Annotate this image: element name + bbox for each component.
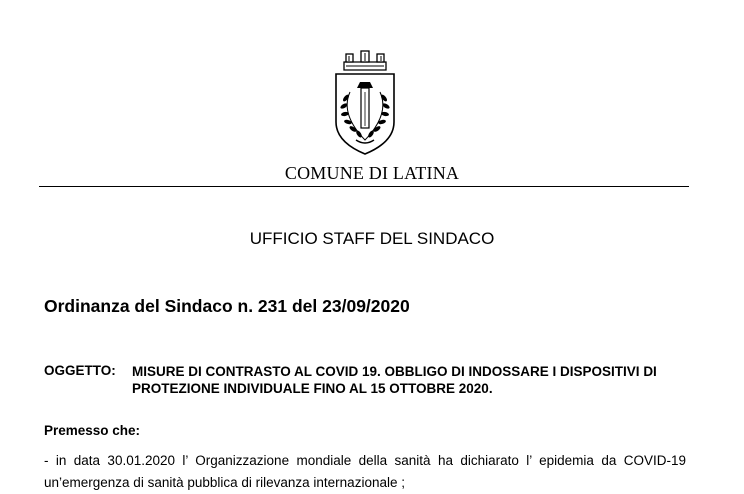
- subject-label: OGGETTO:: [44, 363, 116, 378]
- ordinance-title: Ordinanza del Sindaco n. 231 del 23/09/2020: [44, 296, 410, 316]
- municipality-name: COMUNE DI LATINA: [284, 163, 460, 183]
- subject-line-1: MISURE DI CONTRASTO AL COVID 19. OBBLIGO DI INDOSSARE I DISPOSITIVI DI: [132, 364, 657, 379]
- subject-line-2: PROTEZIONE INDIVIDUALE FINO AL 15 OTTOBRE 2020.: [132, 381, 493, 396]
- premise-item-line-1: - in data 30.01.2020 l’ Organizzazione mondiale della sanità ha dichiarato l’ epidemia da COVID-19: [44, 453, 686, 468]
- header-divider: [39, 186, 689, 187]
- office-title: UFFICIO STAFF DEL SINDACO: [249, 229, 495, 248]
- premise-item-line-2: un’emergenza di sanità pubblica di rilevanza internazionale ;: [44, 475, 405, 490]
- coat-of-arms-icon: [326, 48, 404, 160]
- premise-heading: Premesso che:: [44, 423, 141, 438]
- subject-text: [132, 363, 712, 397]
